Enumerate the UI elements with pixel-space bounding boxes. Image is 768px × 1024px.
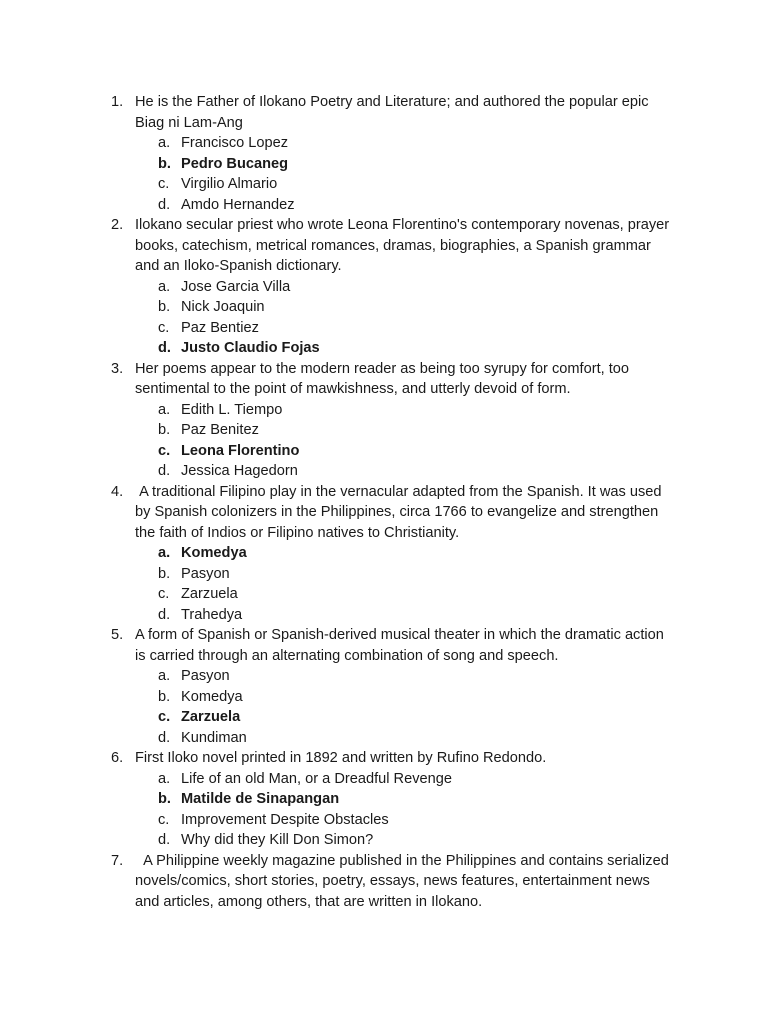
option-letter: b. [158, 422, 171, 438]
answer-option [0, 277, 768, 298]
option-letter: c. [158, 319, 170, 336]
option-letter: b. [158, 565, 171, 582]
question-text: He is the Father of Ilokano Poetry and Literature; and authored the popular epic Biag ni Lam-Ang [135, 94, 653, 131]
option-letter: c. [158, 811, 170, 828]
answer-option-correct [0, 338, 768, 359]
option-letter: b. [158, 791, 171, 807]
question-6 [0, 748, 768, 769]
question-4 [0, 482, 768, 544]
question-number: 4. [111, 483, 124, 500]
option-text: Matilde de Sinapangan [181, 791, 340, 807]
option-letter: d. [158, 463, 171, 479]
answer-option-correct [0, 707, 768, 728]
option-letter: a. [158, 545, 171, 561]
option-text: Leona Florentino [181, 442, 300, 459]
question-text: Ilokano secular priest who wrote Leona Florentino's contemporary novenas, prayer books, catechism, metrical romances, dramas, biographies, a Spanish grammar and an Iloko-Spanish dictionary. [135, 217, 674, 274]
option-text: Edith L. Tiempo [181, 401, 283, 418]
option-text: Life of an old Man, or a Dreadful Revenge [181, 770, 452, 787]
option-letter: a. [158, 668, 171, 684]
option-text: Improvement Despite Obstacles [181, 811, 389, 828]
option-text: Jose Garcia Villa [181, 278, 291, 295]
question-2 [0, 215, 768, 277]
answer-option [0, 687, 768, 708]
option-letter: c. [158, 586, 170, 602]
option-text: Zarzuela [181, 709, 241, 725]
quiz-page [0, 92, 768, 912]
answer-option [0, 133, 768, 154]
option-text: Zarzuela [181, 586, 238, 602]
answer-option [0, 605, 768, 626]
question-number: 7. [111, 852, 124, 869]
answer-option [0, 810, 768, 831]
option-text: Virgilio Almario [181, 176, 278, 192]
answer-option [0, 420, 768, 441]
question-number: 2. [111, 217, 124, 233]
option-letter: c. [158, 176, 170, 192]
answer-option [0, 728, 768, 749]
answer-option [0, 584, 768, 605]
question-text: A Philippine weekly magazine published in the Philippines and contains serialized novels/comics, short stories, poetry, essays, news features, entertainment news and articles, among others, that are written in Ilokano. [135, 852, 673, 910]
option-text: Paz Benitez [181, 422, 259, 438]
option-text: Justo Claudio Fojas [181, 340, 320, 356]
question-number: 3. [111, 360, 124, 377]
question-number: 1. [111, 94, 124, 110]
option-text: Amdo Hernandez [181, 196, 295, 213]
answer-option [0, 830, 768, 851]
question-7 [0, 851, 768, 913]
option-letter: d. [158, 606, 171, 623]
option-letter: b. [158, 155, 171, 172]
question-3 [0, 359, 768, 400]
option-text: Paz Bentiez [181, 319, 259, 336]
answer-option [0, 297, 768, 318]
question-text: A form of Spanish or Spanish-derived musical theater in which the dramatic action is carried through an alternating combination of song and speech. [135, 627, 668, 664]
answer-option [0, 400, 768, 421]
option-text: Pasyon [181, 565, 230, 582]
option-text: Pasyon [181, 668, 230, 684]
option-text: Francisco Lopez [181, 135, 289, 151]
option-letter: d. [158, 832, 171, 848]
option-letter: a. [158, 401, 171, 418]
option-letter: d. [158, 340, 171, 356]
option-text: Trahedya [181, 606, 243, 623]
answer-option-correct [0, 441, 768, 462]
option-letter: d. [158, 729, 171, 746]
answer-option [0, 461, 768, 482]
question-number: 5. [111, 627, 124, 643]
question-5 [0, 625, 768, 666]
answer-option [0, 769, 768, 790]
option-letter: a. [158, 135, 171, 151]
option-letter: b. [158, 688, 171, 705]
option-text: Komedya [181, 545, 247, 561]
question-number: 6. [111, 750, 124, 766]
answer-option [0, 174, 768, 195]
question-1 [0, 92, 768, 133]
option-text: Kundiman [181, 729, 247, 746]
option-text: Why did they Kill Don Simon? [181, 832, 374, 848]
option-letter: a. [158, 770, 171, 787]
option-letter: a. [158, 278, 171, 295]
answer-option [0, 318, 768, 339]
answer-option-correct [0, 789, 768, 810]
answer-option [0, 564, 768, 585]
option-letter: c. [158, 709, 171, 725]
option-text: Nick Joaquin [181, 299, 265, 315]
answer-option-correct [0, 543, 768, 564]
option-text: Pedro Bucaneg [181, 155, 289, 172]
option-letter: c. [158, 442, 171, 459]
option-text: Komedya [181, 688, 243, 705]
option-letter: b. [158, 299, 171, 315]
option-letter: d. [158, 196, 171, 213]
option-text: Jessica Hagedorn [181, 463, 298, 479]
question-text: First Iloko novel printed in 1892 and written by Rufino Redondo. [135, 750, 547, 766]
answer-option [0, 666, 768, 687]
question-text: A traditional Filipino play in the vernacular adapted from the Spanish. It was used by Spanish colonizers in the Philippines, circa 1766 to evangelize and strengthen the faith of Indios or Filipino natives to Christianity. [135, 483, 666, 541]
question-text: Her poems appear to the modern reader as being too syrupy for comfort, too sentimental to the point of mawkishness, and utterly devoid of form. [135, 360, 634, 397]
answer-option [0, 195, 768, 216]
answer-option-correct [0, 154, 768, 175]
